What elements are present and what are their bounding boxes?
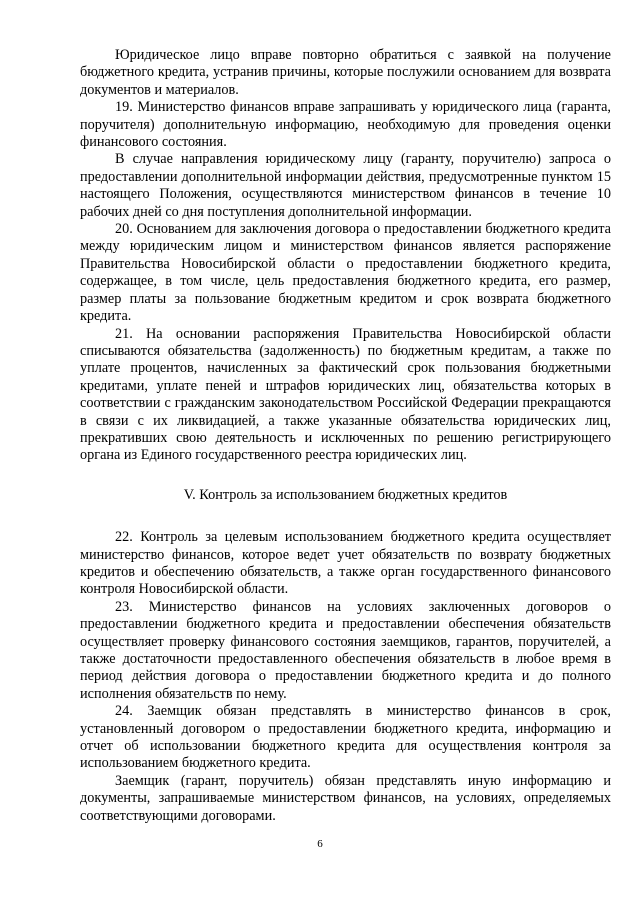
document-body (80, 47, 611, 825)
paragraph-24-other-info: Заемщик (гарант, поручитель) обязан представлять иную информацию и документы, запрашиваемые министерством финансов, на условиях, определяемых соответствующими договорами. (80, 772, 611, 824)
paragraph-19-request: В случае направления юридическому лицу (гаранту, поручителю) запроса о предоставлении дополнительной информации действия, предусмотренные пунктом 15 настоящего Положения, осуществляются министерством финансов в течение 10 рабочих дней со дня поступления дополнительной информации. (80, 151, 611, 220)
paragraph-24: 24. Заемщик обязан представлять в министерство финансов в срок, установленный договором о предоставлении бюджетного кредита, информацию и отчет об использовании бюджетного кредита для осуществления контроля за использованием бюджетного кредита. (80, 703, 611, 772)
paragraph-19: 19. Министерство финансов вправе запрашивать у юридического лица (гаранта, поручителя) дополнительную информацию, необходимую для проведения оценки финансового состояния. (80, 99, 611, 151)
paragraph-23: 23. Министерство финансов на условиях заключенных договоров о предоставлении бюджетного кредита и предоставлении обеспечения обязательств осуществляет проверку финансового состояния заемщиков, гарантов, поручителей, а также достаточности предоставленного обеспечения обязательств в любое время в период действия договора о предоставлении бюджетного кредита и до полного исполнения обязательств по нему. (80, 598, 611, 702)
page-number: 6 (317, 838, 323, 850)
section-heading-control: V. Контроль за использованием бюджетных кредитов (183, 486, 508, 503)
paragraph-reapply: Юридическое лицо вправе повторно обратиться с заявкой на получение бюджетного кредита, устранив причины, которые послужили основанием для возврата документов и материалов. (80, 47, 611, 98)
paragraph-20: 20. Основанием для заключения договора о предоставлении бюджетного кредита между юридическим лицом и министерством финансов является распоряжение Правительства Новосибирской области о предоставлении бюджетного кредита, содержащее, в том числе, цель предоставления бюджетного кредита, его размер, размер платы за пользование бюджетным кредитом и срок возврата бюджетного кредита. (80, 221, 611, 325)
paragraph-21: 21. На основании распоряжения Правительства Новосибирской области списываются обязательства (задолженность) по бюджетным кредитам, а также по уплате процентов, начисленных за фактический срок пользования бюджетными кредитами, уплате пеней и штрафов юридических лиц, обязательства которых в соответствии с гражданским законодательством Российской Федерации прекращаются в связи с их ликвидацией, а также указанные обязательства юридических лиц, прекративших свою деятельность и исключенных по решению регистрирующего органа из Единого государственного реестра юридических лиц. (80, 325, 611, 464)
paragraph-22: 22. Контроль за целевым использованием бюджетного кредита осуществляет министерство финансов, которое ведет учет обязательств по возврату бюджетных кредитов и обеспечению обязательств, а также орган государственного финансового контроля Новосибирской области. (80, 529, 611, 598)
